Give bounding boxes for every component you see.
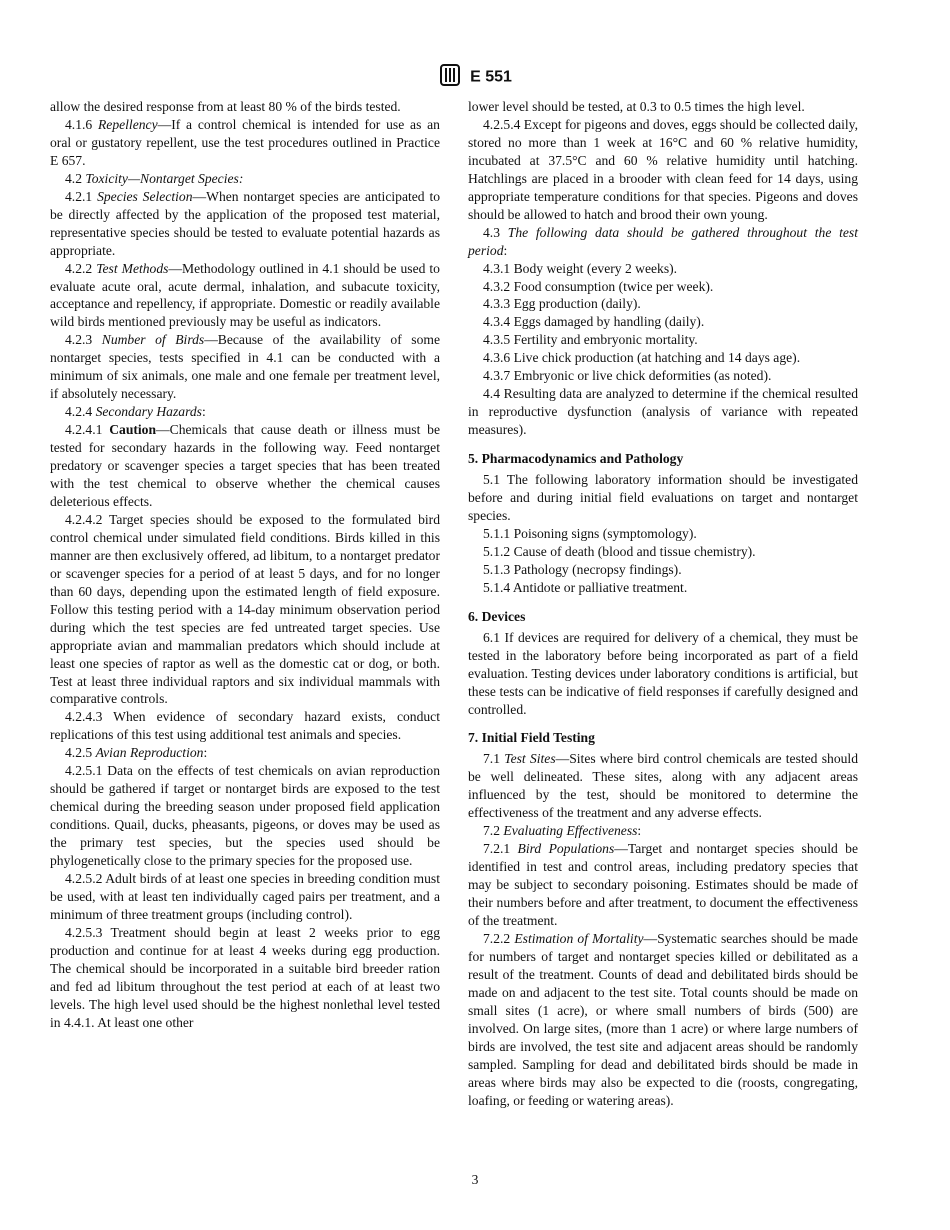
section-heading-7: 7. Initial Field Testing xyxy=(468,730,595,746)
list-item: 5.1.1 Poisoning signs (symptomology). xyxy=(483,525,697,541)
section-heading-5: 5. Pharmacodynamics and Pathology xyxy=(468,451,684,467)
section-4-3: 4.3 The following data should be gathered throughout the test period: xyxy=(468,224,858,258)
right-column xyxy=(468,98,858,1109)
paragraph: allow the desired response from at least 80 % of the birds tested. xyxy=(50,99,401,114)
section-7-2-2: 7.2.2 Estimation of Mortality—Systematic searches should be made for numbers of target and nontarget species killed or debilitated as a result of the treatment. Counts of dead and debilitated birds should be made on and adjacent to the test site. Total counts should be made on small sites (1 acre), or where small numbers of birds (500) are involved. On large sites, (more than 1 acre) or where large numbers of birds are involved, the test site and adjacent areas should be randomly sampled. Sampling for dead and debilitated birds should be made in areas where birds may also be expected to die (roosts, congregating, loafing, or feeding or watering areas). xyxy=(468,930,858,1108)
section-4-1-6: 4.1.6 Repellency—If a control chemical is intended for use as an oral or gustatory repellent, use the test procedures outlined in Practice E 657. xyxy=(50,116,440,168)
list-item: 4.3.1 Body weight (every 2 weeks). xyxy=(483,260,678,276)
list-item: 4.3.7 Embryonic or live chick deformities (as noted). xyxy=(483,368,772,384)
section-4-2-4-3: 4.2.4.3 When evidence of secondary hazard exists, conduct replications of this test using additional test animals and species. xyxy=(50,709,440,743)
section-4-2-4: 4.2.4 Secondary Hazards: xyxy=(65,404,206,420)
section-4-2-3: 4.2.3 Number of Birds—Because of the availability of some nontarget species, tests specified in 4.1 can be conducted with a minimum of six animals, one male and one female per treatment level, if absolutely necessary. xyxy=(50,332,440,402)
left-column xyxy=(50,98,440,1032)
list-item: 4.3.6 Live chick production (at hatching and 14 days age). xyxy=(483,350,801,366)
section-4-2-1: 4.2.1 Species Selection—When nontarget species are anticipated to be directly affected by the application of the proposed test material, representative species should be tested to evaluate potential hazards as appropriate. xyxy=(50,188,441,258)
section-4-2-2: 4.2.2 Test Methods—Methodology outlined in 4.1 should be used to evaluate acute oral, acute dermal, inhalation, and subacute toxicity, acceptance and repellency, if appropriate. Domestic or readily available wild birds mentioned previously may be useful as indicators. xyxy=(50,260,440,330)
list-item: 4.3.5 Fertility and embryonic mortality. xyxy=(483,332,698,348)
list-item: 4.3.3 Egg production (daily). xyxy=(483,296,641,312)
astm-logo-icon xyxy=(438,64,462,91)
paragraph: lower level should be tested, at 0.3 to 0.5 times the high level. xyxy=(468,99,805,114)
section-4-2: 4.2 Toxicity—Nontarget Species: xyxy=(65,170,244,186)
list-item: 4.3.2 Food consumption (twice per week). xyxy=(483,278,714,294)
section-7-2: 7.2 Evaluating Effectiveness: xyxy=(483,823,642,839)
page-header xyxy=(0,64,950,91)
section-5-1: 5.1 The following laboratory information should be investigated before and during initial field evaluations on target and nontarget species. xyxy=(468,472,858,523)
section-4-2-5-1: 4.2.5.1 Data on the effects of test chemicals on avian reproduction should be gathered if target or nontarget birds are exposed to the test chemical during the breeding season under proposed field application conditions. Quail, ducks, pheasants, pigeons, or doves may be used as the primary test species, but the species used should be phylogenetically close to the primary species for the proposed use. xyxy=(50,763,440,869)
section-4-2-4-1: 4.2.4.1 Caution—Chemicals that cause death or illness must be tested for secondary hazards in the following way. Feed nontarget predatory or scavenger species a target species that has been treated with the test chemical to observe whether the chemical causes deleterious effects. xyxy=(50,422,440,509)
document-id: E 551 xyxy=(470,68,512,86)
list-item: 5.1.4 Antidote or palliative treatment. xyxy=(483,579,688,595)
section-4-2-4-2: 4.2.4.2 Target species should be exposed to the formulated bird control chemical under simulated field conditions. Birds killed in this manner are then exclusively offered, ad libitum, to a nontarget predator or scavenger species for a period of at least 5 days, and for no longer than 60 days, depending upon the estimated length of field exposure. Follow this testing period with a 14-day minimum observation period during which the test species are fed untreated target species. Use appropriate avian and mammalian predators which should include at least one species of raptor as well as the domestic cat or dog, or both. Test at least three individual raptors and six individual mammals with comparative controls. xyxy=(50,511,440,707)
section-7-1: 7.1 Test Sites—Sites where bird control chemicals are tested should be well delineated. These sites, along with any adjacent areas influenced by the test, should be monitored to determine the effectiveness of the treatment and any adverse effects. xyxy=(468,751,858,821)
section-4-2-5-3: 4.2.5.3 Treatment should begin at least 2 weeks prior to egg production and continue for at least 4 weeks during egg production. The chemical should be incorporated in a suitable bird breeder ration and fed ad libitum throughout the test period at each of at least two levels. The high level used should be the highest nonlethal level tested in 4.4.1. At least one other xyxy=(50,924,440,1030)
page-number: 3 xyxy=(471,1172,479,1187)
section-7-2-1: 7.2.1 Bird Populations—Target and nontarget species should be identified in test and control areas, including predatory species that may be subject to secondary poisoning. Estimates should be made of their numbers before and after treatment, to document the effectiveness of the treatment. xyxy=(468,841,858,928)
section-6-1: 6.1 If devices are required for delivery of a chemical, they must be tested in the laboratory before being incorporated as part of a field evaluation. Testing devices under laboratory conditions is artificial, but these tests can be indicative of field responses if carefully designed and controlled. xyxy=(468,629,858,717)
list-item: 5.1.3 Pathology (necropsy findings). xyxy=(483,561,682,577)
section-4-2-5-4: 4.2.5.4 Except for pigeons and doves, eggs should be collected daily, stored no more than 1 week at 16°C and 60 % relative humidity, incubated at 37.5°C and 60 % relative humidity until hatching. Hatchlings are placed in a brooder with clean feed for 14 days, using appropriate temperature conditions for that species. Pigeons and doves should be allowed to hatch and brood their own young. xyxy=(468,116,858,222)
section-heading-6: 6. Devices xyxy=(468,608,526,624)
section-4-4: 4.4 Resulting data are analyzed to determine if the chemical resulted in reproductive dysfunction (analysis of variance with repeated measures). xyxy=(468,386,858,438)
list-item: 4.3.4 Eggs damaged by handling (daily). xyxy=(483,314,705,330)
section-4-2-5-2: 4.2.5.2 Adult birds of at least one species in breeding condition must be used, with at least ten individually caged pairs per treatment, and a minimum of three treatment groups (including control). xyxy=(50,870,440,922)
section-4-2-5: 4.2.5 Avian Reproduction: xyxy=(65,745,208,761)
list-item: 5.1.2 Cause of death (blood and tissue chemistry). xyxy=(483,543,756,559)
